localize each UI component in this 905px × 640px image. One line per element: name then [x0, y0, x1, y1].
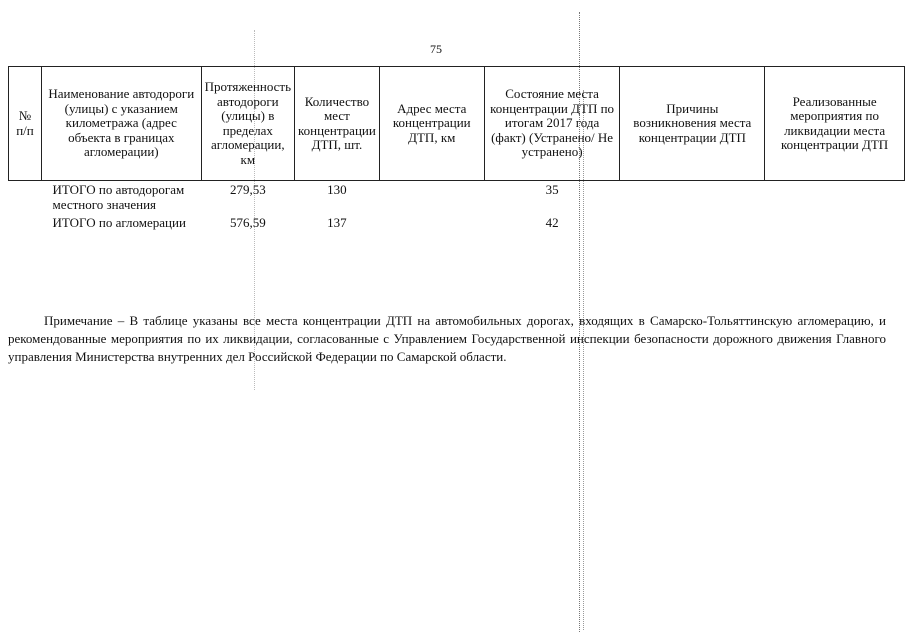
header-count: Количество мест концентрации ДТП, шт.: [295, 67, 380, 181]
row-causes: [620, 181, 765, 215]
header-number: № п/п: [9, 67, 42, 181]
page-number: 75: [430, 42, 442, 56]
header-causes: Причины возникновения места концентрации ДТП: [620, 67, 765, 181]
header-road-name: Наименование автодороги (улицы) с указанием километража (адрес объекта в границах агломерации): [41, 67, 201, 181]
table-row: [9, 181, 905, 215]
dtp-table: [8, 66, 905, 233]
table-row: [9, 214, 905, 233]
row-measures: [765, 214, 905, 233]
row-length: 279,53: [229, 182, 266, 197]
row-address: [379, 181, 484, 215]
row-address: [379, 214, 484, 233]
table-header-row: [9, 67, 905, 181]
row-count: 137: [327, 215, 347, 230]
row-length: 576,59: [229, 215, 266, 230]
header-length: Протяженность автодороги (улицы) в пределах агломерации, км: [201, 67, 294, 181]
row-status: 42: [545, 215, 559, 230]
header-measures: Реализованные мероприятия по ликвидации места концентрации ДТП: [765, 67, 905, 181]
row-causes: [620, 214, 765, 233]
row-count: 130: [327, 182, 347, 197]
header-status: Состояние места концентрации ДТП по итогам 2017 года (факт) (Устранено/ Не устранено): [484, 67, 620, 181]
row-name: ИТОГО по агломерации: [52, 215, 186, 230]
row-measures: [765, 181, 905, 215]
header-address: Адрес места концентрации ДТП, км: [379, 67, 484, 181]
table-note: Примечание – В таблице указаны все места концентрации ДТП на автомобильных дорогах, входящих в Самарско-Тольяттинскую агломерацию, и рекомендованные мероприятия по их ликвидации, согласованные с Управлением Государственной инспекции безопасности дорожного движения Главного управления Министерства внутренних дел Российской Федерации по Самарской области.: [8, 313, 886, 364]
row-name: ИТОГО по автодорогам местного значения: [52, 182, 185, 212]
row-status: 35: [545, 182, 559, 197]
